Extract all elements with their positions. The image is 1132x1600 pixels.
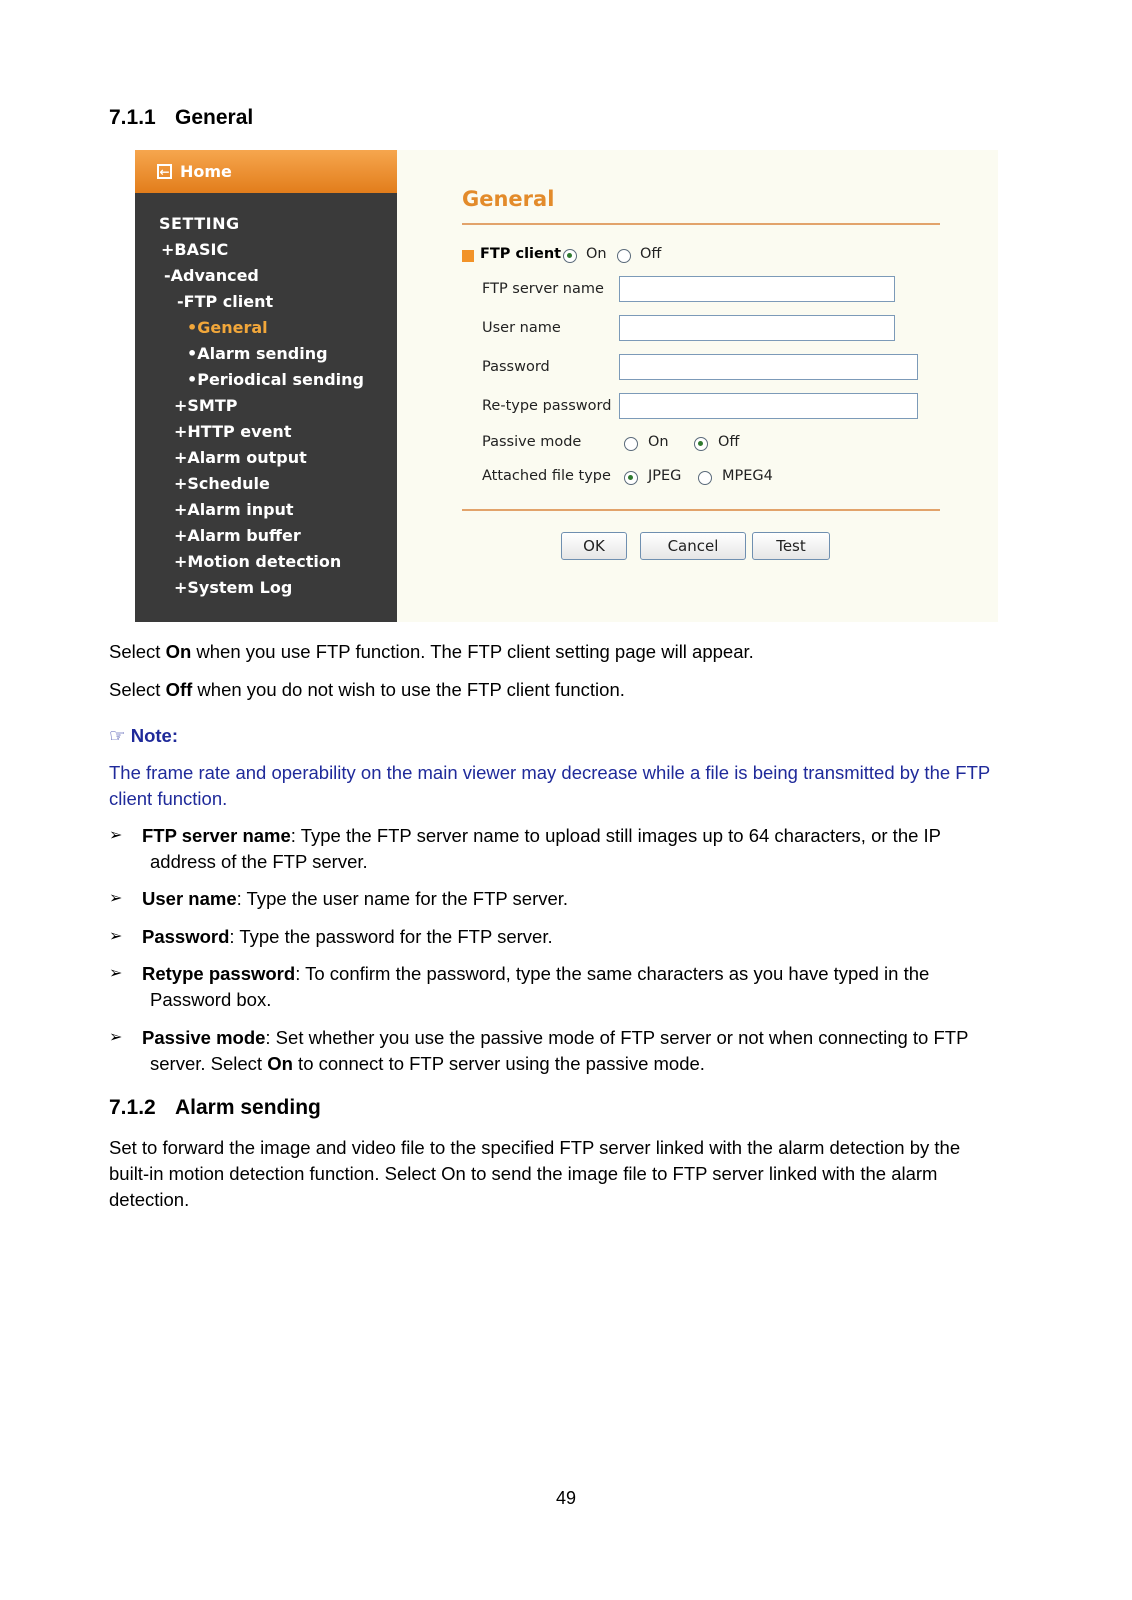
panel-title: General xyxy=(462,187,555,211)
section-title: General xyxy=(175,106,254,129)
text-run: : Type the user name for the FTP server. xyxy=(236,888,569,909)
emphasis-off: Off xyxy=(165,679,193,700)
list-item-retype-password xyxy=(109,961,1026,1013)
section-heading-alarm-sending xyxy=(109,1096,321,1120)
ftp-client-label: FTP client xyxy=(480,246,562,262)
passive-mode-on-label: On xyxy=(648,434,669,450)
menu-item-alarm-input[interactable]: +Alarm input xyxy=(174,500,294,519)
menu-item-alarm-sending[interactable]: •Alarm sending xyxy=(187,344,328,363)
emphasis-on: On xyxy=(165,641,192,662)
text-run: : Type the FTP server name to upload still images up to 64 characters, or the IP xyxy=(290,825,942,846)
home-label: Home xyxy=(180,162,232,181)
menu-item-alarm-buffer[interactable]: +Alarm buffer xyxy=(174,526,301,545)
text-run: when you do not wish to use the FTP client function. xyxy=(192,679,625,700)
list-item-ftp-server-name xyxy=(109,823,1026,875)
text-line: detection. xyxy=(109,1189,190,1210)
term: FTP server name xyxy=(142,825,291,846)
menu-item-system-log[interactable]: +System Log xyxy=(174,578,293,597)
menu-item-basic[interactable]: +BASIC xyxy=(161,240,229,259)
menu-item-ftp-client[interactable]: -FTP client xyxy=(177,292,274,311)
list-item-password xyxy=(109,924,1026,950)
retype-password-input[interactable] xyxy=(619,393,918,419)
menu-heading-setting: SETTING xyxy=(159,214,240,233)
ok-button[interactable]: OK xyxy=(561,532,627,560)
menu-item-alarm-output[interactable]: +Alarm output xyxy=(174,448,307,467)
emphasis-on: On xyxy=(267,1053,293,1074)
section-title: Alarm sending xyxy=(175,1096,321,1119)
text-line: Set to forward the image and video file to the specified FTP server linked with the alarm detection by the xyxy=(109,1137,961,1158)
passive-mode-off-radio[interactable] xyxy=(694,437,708,451)
passive-mode-on-radio[interactable] xyxy=(624,437,638,451)
password-label: Password xyxy=(482,359,550,375)
back-arrow-icon: ← xyxy=(157,164,172,179)
text-run: address of the FTP server. xyxy=(150,851,368,872)
server-name-label: FTP server name xyxy=(482,281,604,297)
retype-password-label: Re-type password xyxy=(482,398,612,414)
password-input[interactable] xyxy=(619,354,918,380)
passive-mode-label: Passive mode xyxy=(482,434,582,450)
home-link[interactable] xyxy=(135,150,397,193)
term: Retype password xyxy=(142,963,296,984)
list-item-user-name xyxy=(109,886,1026,912)
text-run: : Type the password for the FTP server. xyxy=(229,926,553,947)
cancel-button[interactable]: Cancel xyxy=(640,532,746,560)
text-run: server. Select xyxy=(150,1053,268,1074)
list-item-passive-mode xyxy=(109,1025,1026,1077)
text-run: Password box. xyxy=(150,989,272,1010)
section-number: 7.1.2 xyxy=(109,1096,156,1119)
text-run: to connect to FTP server using the passive mode. xyxy=(292,1053,705,1074)
attached-file-type-label: Attached file type xyxy=(482,468,611,484)
settings-panel xyxy=(397,150,998,622)
title-divider xyxy=(462,223,940,225)
note-label: Note: xyxy=(130,725,179,746)
form-divider xyxy=(462,509,940,511)
ui-screenshot xyxy=(135,150,998,622)
ftp-client-off-radio[interactable] xyxy=(617,249,631,263)
text-run: : To confirm the password, type the same characters as you have typed in the xyxy=(295,963,930,984)
section-number: 7.1.1 xyxy=(109,106,156,129)
pointing-hand-icon: ☞ xyxy=(109,726,126,747)
section-bullet-icon xyxy=(462,250,474,262)
term: User name xyxy=(142,888,237,909)
ftp-client-on-label: On xyxy=(586,246,607,262)
ftp-client-on-radio[interactable] xyxy=(563,249,577,263)
term: Passive mode xyxy=(142,1027,266,1048)
menu-item-http-event[interactable]: +HTTP event xyxy=(174,422,292,441)
term: Password xyxy=(142,926,230,947)
text-run: when you use FTP function. The FTP client setting page will appear. xyxy=(191,641,754,662)
passive-mode-off-label: Off xyxy=(718,434,740,450)
file-type-jpeg-radio[interactable] xyxy=(624,471,638,485)
note-heading xyxy=(109,725,178,747)
alarm-sending-paragraph xyxy=(109,1135,1026,1213)
menu-item-advanced[interactable]: -Advanced xyxy=(164,266,259,285)
test-button[interactable]: Test xyxy=(752,532,830,560)
menu-item-general[interactable]: •General xyxy=(187,318,268,337)
menu-item-motion-detection[interactable]: +Motion detection xyxy=(174,552,342,571)
arrow-bullet-icon: ➢ xyxy=(109,890,123,907)
arrow-bullet-icon: ➢ xyxy=(109,827,123,844)
paragraph-select-off xyxy=(109,677,1026,703)
text-run: Select xyxy=(109,641,166,662)
menu-item-periodical-sending[interactable]: •Periodical sending xyxy=(187,370,364,389)
menu-item-smtp[interactable]: +SMTP xyxy=(174,396,238,415)
arrow-bullet-icon: ➢ xyxy=(109,965,123,982)
server-name-input[interactable] xyxy=(619,276,895,302)
text-run: : Set whether you use the passive mode of FTP server or not when connecting to FTP xyxy=(265,1027,969,1048)
text-run: Select xyxy=(109,679,166,700)
page-number: 49 xyxy=(555,1488,577,1508)
section-heading-general xyxy=(109,106,253,130)
menu-item-schedule[interactable]: +Schedule xyxy=(174,474,270,493)
note-body: The frame rate and operability on the main viewer may decrease while a file is being transmitted by the FTP client function. xyxy=(109,762,990,809)
arrow-bullet-icon: ➢ xyxy=(109,928,123,945)
file-type-mpeg4-radio[interactable] xyxy=(698,471,712,485)
file-type-mpeg4-label: MPEG4 xyxy=(722,468,773,484)
text-line: built-in motion detection function. Select On to send the image file to FTP server linked with the alarm xyxy=(109,1163,938,1184)
user-name-input[interactable] xyxy=(619,315,895,341)
file-type-jpeg-label: JPEG xyxy=(648,468,682,484)
ftp-client-off-label: Off xyxy=(640,246,662,262)
paragraph-select-on xyxy=(109,639,1026,665)
user-name-label: User name xyxy=(482,320,561,336)
settings-sidebar xyxy=(135,150,397,622)
arrow-bullet-icon: ➢ xyxy=(109,1029,123,1046)
